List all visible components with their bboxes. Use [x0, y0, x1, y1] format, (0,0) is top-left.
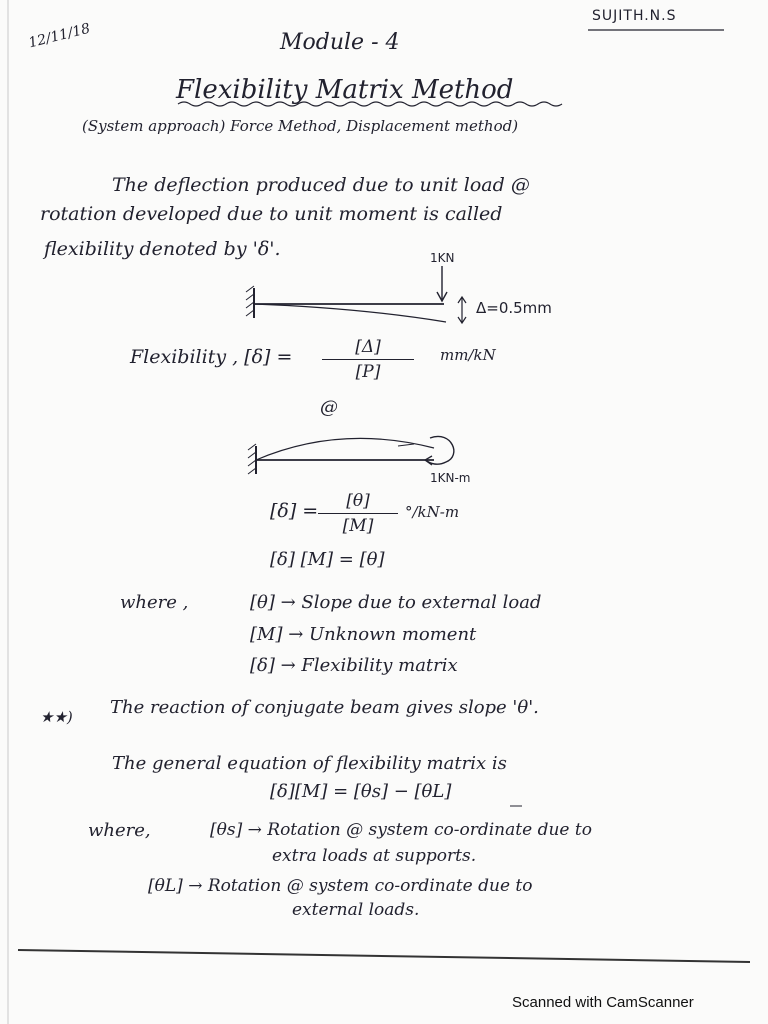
general-equation-intro: The general equation of flexibility matrix is	[112, 753, 507, 774]
point-load-label: 1KN	[430, 251, 455, 265]
deflection-label: Δ=0.5mm	[476, 299, 552, 317]
page-title: Flexibility Matrix Method	[176, 75, 514, 105]
where-item-moment: [M] → Unknown moment	[250, 624, 477, 645]
or-symbol: @	[320, 397, 338, 418]
note-marker: ★★)	[40, 708, 73, 726]
theta-s-definition-cont: extra loads at supports.	[272, 846, 477, 866]
flexibility-formula-lhs: Flexibility , [δ] =	[130, 346, 293, 368]
theta-s-definition: [θs] → Rotation @ system co-ordinate due to	[210, 820, 592, 840]
theta-l-definition-cont: external loads.	[292, 900, 420, 920]
rotation-fraction	[318, 490, 398, 537]
theta-l-definition: [θL] → Rotation @ system co-ordinate due to	[148, 876, 533, 896]
module-heading: Module - 4	[280, 30, 400, 55]
date-label: 12/11/18	[26, 20, 92, 52]
definition-line-3: flexibility denoted by 'δ'.	[44, 238, 281, 260]
where-item-slope: [θ] → Slope due to external load	[250, 592, 542, 613]
fraction-bar	[322, 359, 414, 360]
cantilever-moment-diagram	[248, 436, 454, 474]
author-name: SUJITH.N.S	[592, 8, 677, 24]
definition-line-2: rotation developed due to unit moment is called	[40, 203, 503, 225]
where-item-matrix: [δ] → Flexibility matrix	[250, 655, 458, 676]
rotation-unit: °/kN-m	[405, 503, 460, 521]
cantilever-point-load-diagram	[246, 266, 466, 323]
fraction-denominator: [M]	[342, 516, 374, 536]
flexibility-fraction	[322, 336, 414, 383]
general-equation: [δ][M] = [θs] − [θL]	[270, 781, 452, 802]
flexibility-unit: mm/kN	[440, 346, 496, 364]
fraction-numerator: [θ]	[346, 491, 370, 511]
camscanner-watermark: Scanned with CamScanner	[512, 994, 694, 1011]
flexibility-relation: [δ] [M] = [θ]	[270, 549, 385, 570]
conjugate-beam-note: The reaction of conjugate beam gives slope 'θ'.	[110, 697, 539, 718]
fraction-denominator: [P]	[355, 362, 381, 382]
bottom-rule	[18, 950, 750, 962]
where-label: where ,	[120, 592, 189, 613]
rotation-formula-lhs: [δ] =	[270, 500, 319, 522]
fraction-bar	[318, 513, 398, 514]
moment-load-label: 1KN-m	[430, 471, 471, 485]
general-where-label: where,	[88, 820, 151, 841]
method-subtitle: (System approach) Force Method, Displacement method)	[82, 117, 519, 135]
fraction-numerator: [Δ]	[355, 337, 381, 357]
definition-line-1: The deflection produced due to unit load @	[112, 174, 530, 196]
